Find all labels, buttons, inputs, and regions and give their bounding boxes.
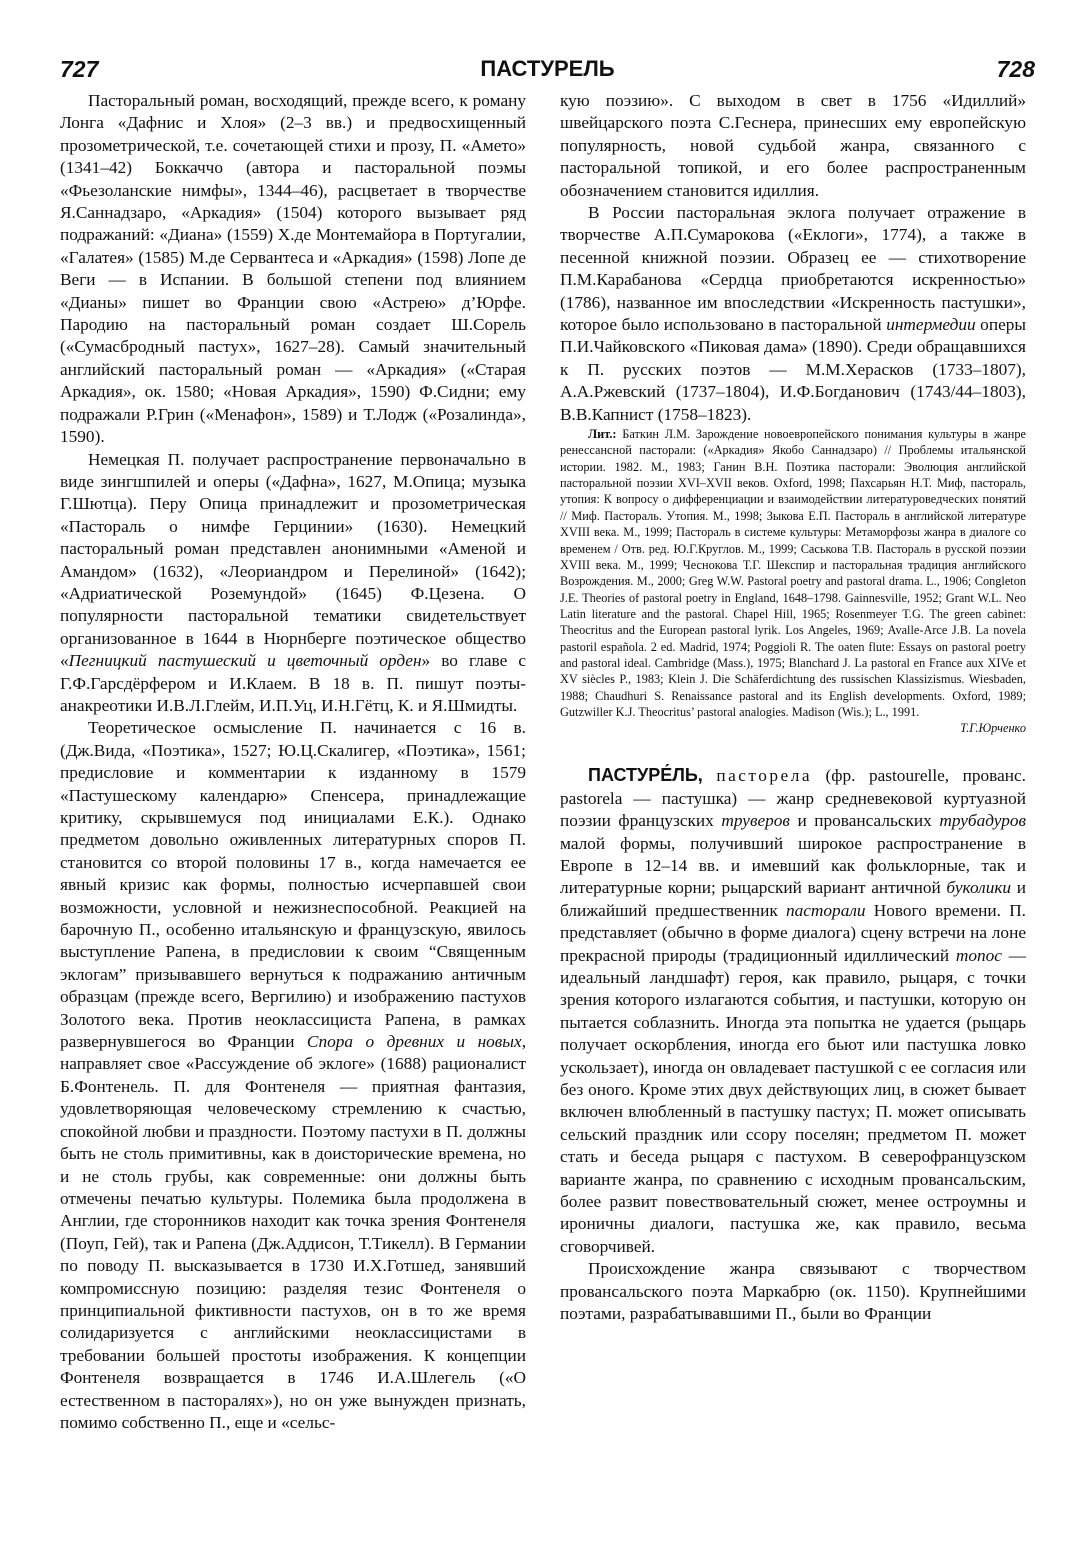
left-column (60, 90, 526, 1434)
paragraph-text: малой формы, получивший широкое распространение в Европе в 12–14 вв. и имевший как фольклорные, так и литературные корни; рыцарский вариант античной (560, 833, 1026, 898)
italic-term: пасторали (785, 900, 866, 920)
entry-variant: пасторела (716, 766, 813, 786)
running-title: ПАСТУРЕЛЬ (480, 56, 615, 81)
right-column (560, 90, 1026, 1325)
italic-term: интермедии (886, 315, 976, 335)
paragraph-russia (560, 202, 1026, 426)
paragraph-text: и провансальских (789, 811, 940, 831)
literature-body: Баткин Л.М. Зарождение новоевропейского понимания культуры в жанре ренессансной пасторали: («Аркадия» Якобо Саннадзаро) // Проблемы итальянской истории. 1982. М., 1983; Ганин В.Н. Поэтика пасторали: Эволюция английской пасторальной поэзии XVI–XVII веков. Oxford, 1998; Пахсарьян Н.Т. Миф, пастораль, утопия: К вопросу о дифференциации и взаимодействии литературоведческих понятий // Миф. Пастораль. Утопия. М., 1998; Зыкова Е.П. Пастораль в английской литературе XVIII века. М., 1999; Пастораль в системе культуры: Метаморфозы жанра в диалоге со временем / Отв. ред. Ю.Г.Круглов. М., 1999; Саськова Т.В. Пастораль в русской поэзии XVIII века. М., 1999; Чеснокова Т.Г. Шекспир и пасторальная традиция английского Возрождения. М., 2000; Greg W.W. Pastoral poetry and pastoral drama. L., 1906; Congleton J.E. Theories of pastoral poetry in England, 1648–1798. Gainnesville, 1952; Grant W.L. Neo Latin literature and the pastoral. Chapel Hill, 1965; Rosenmeyer T.G. The green cabinet: Theocritus and the European pastoral lyrik. Los Angeles, 1969; Avalle-Arce J.B. La novela pastoril española. 2 ed. Madrid, 1974; Poggioli R. The oaten flute: Essays on pastoral poetry and pastoral ideal. Cambridge (Mass.), 1975; Blanchard J. La pastoral en France aux XIVe et XV siècles P., 1983; Klein J. Die Schäferdichtung des russischen Klassizismus. Wiesbaden, 1988; Chaudhuri S. Renaissance pastoral and its English developments. Oxford, 1989; Gutzwiller K.J. Theocritus’ pastoral analogies. Madison (Wis.); L., 1991. (560, 427, 1026, 719)
paragraph-text: Немецкая П. получает распространение первоначально в виде зингшпилей и оперы («Дафна», 1627, М.Опица; музыка Г.Шютца). Перу Опица принадлежит и прозометрическая «Пастораль о нимфе Герцинии» (1630). Немецкий пасторальный роман представлен анонимными «Аменой и Амандом» (1632), «Леориандром и Перелиной» (1642); «Адриатической Роземундой» (1645) Ф.Цезена. О популярности пасторальной тематики свидетельствует организованное в 1644 в Нюрнберге поэтическое общество « (60, 449, 526, 671)
italic-term: труверов (721, 811, 790, 831)
literature-label: Лит.: (588, 427, 617, 442)
paragraph-text: — идеальный ландшафт) героя, как правило, рыцаря, с точки зрения которого излагаются события, и пастушки, которую он пытается соблазнить. Иногда эта попытка не удается (рыцарь получает оскорбления, иногда его бьют или пастушка ловко ускользает), иногда он овладевает пастушкой с ее согласия или без оного. Кроме этих двух действующих лиц, в сюжет бывает включен влюбленный в пастушку пастух; П. может описывать сельский праздник или ссору поселян; предметом П. может стать и беседа рыцаря с пастухом. В северофранцузском варианте жанра, по сравнению с исходным провансальским, более развит повествовательный сюжет, менее остроумны и ироничны диалоги, пастушка же, как правило, весьма сговорчивей. (560, 945, 1026, 1256)
paragraph-text: и ближайший предшественник (560, 878, 1026, 920)
paragraph-text: (фр. pastourelle, прованс. pastorela — пастушка) — жанр средневековой куртуазной поэзии французских (560, 766, 1026, 831)
entry-headword: ПАСТУРЕ́ЛЬ, (588, 765, 703, 786)
paragraph-text: Теоретическое осмысление П. начинается с 16 в. (Дж.Вида, «Поэтика», 1527; Ю.Ц.Скалигер, «Поэтика», 1561; предисловие и комментарии к изданному в 1579 «Пастушескому календарю» Спенсера, принадлежащие критику, скрывшемуся под инициалами Е.К.). Однако предметом довольно оживленных литературных споров П. становится со второй половины 17 в., когда намечается ее явный кризис как формы, полностью исчерпавшей свои возможности, условной и нежизнеспособной. Реакцией на барочную П., особенно итальянскую и французскую, явилось выступление Рапена, в предисловии к своим “Священным эклогам” призывавшего вернуться к подражанию античным образцам (прежде всего, Вергилию) и изображению пастухов Золотого века. Против неоклассициста Рапена, в рамках развернувшегося во Франции (60, 718, 526, 1052)
page-header (60, 56, 1035, 88)
literature-list (560, 426, 1026, 720)
paragraph-german-pastoral (60, 449, 526, 718)
italic-term: буколики (946, 878, 1012, 898)
italic-term: Спора о древних и новых (306, 1032, 522, 1052)
italic-term: Пегницкий пастушеский и цветочный орден (68, 651, 422, 671)
page-number-right: 728 (996, 56, 1035, 82)
article-author: Т.Г.Юрченко (960, 721, 1026, 736)
italic-term: трубадуров (939, 811, 1026, 831)
paragraph-pastoral-novel: Пасторальный роман, восходящий, прежде всего, к роману Лонга «Дафнис и Хлоя» (2–3 вв.) и предвосхищенный прозометрической, т.е. сочетающей стихи и прозу, П. «Амето» (1341–42) Боккаччо (автора и пасторальной поэмы «Фьезоланские нимфы», 1344–46), расцветает в творчестве Я.Саннадзаро, «Аркадия» (1504) которого вызывает ряд подражаний: «Диана» (1559) Х.де Монтемайора в Португалии, «Галатея» (1585) М.де Сервантеса и «Аркадия» (1598) Лопе де Веги — в Испании. В большой степени под влиянием «Дианы» пишет во Франции свою «Астрею» д’Юрфе. Пародию на пасторальный роман создает Ш.Сорель («Сумасбродный пастух», 1627–28). Самый значительный английский пасторальный роман — «Аркадия» («Старая Аркадия», ок. 1580; «Новая Аркадия», 1590) Ф.Сидни; ему подражали Р.Грин («Менафон», 1589) и Т.Лодж («Розалинда», 1590). (60, 91, 526, 447)
paragraph-text: Нового времени. П. представляет (обычно в форме диалога) сцену встречи на лоне прекрасной природы (традиционный идиллический (560, 900, 1026, 965)
page-number-left: 727 (60, 56, 99, 82)
italic-term: топос (955, 945, 1002, 965)
paragraph-text: , направляет свое «Рассуждение об эклоге» (1688) рационалист Б.Фонтенель. П. для Фонтенеля — приятная фантазия, удовлетворяющая человеческому стремлению к счастью, спокойной любви и праздности. Поэтому пастухи в П. должны быть не столь примитивны, как в доисторические времена, но и не столь грубы, как современные: они должны быть отмечены печатью культуры. Полемика была продолжена в Англии, где сторонников находит как точка зрения Фонтенеля (Поуп, Гей), так и Рапена (Дж.Аддисон, Т.Тикелл). В Германии по поводу П. высказывается в 1730 И.Х.Готшед, занявший компромиссную позицию: разделяя тезис Фонтенеля о принципиальной фиктивности пастухов, он в то же время солидаризуется с английскими неоклассицистами в требовании большей простоты изображения. К концепции Фонтенеля возвращается в 1746 И.А.Шлегель («О естественном в пасторалях»), но он уже вынужден признать, помимо собственно П., еще и «сельс- (60, 1032, 527, 1432)
paragraph-text: В России пасторальная эклога получает отражение в творчестве А.П.Сумарокова («Еклоги», 1774), а также в песенной книжной поэзии. Образец ее — стихотворение П.М.Карабанова «Сердца приобретаются искренностью» (1786), названное им впоследствии «Искренность пастушки», которое было использовано в пасторальной (560, 203, 1026, 335)
paragraph-origin: Происхождение жанра связывают с творчеством провансальского поэта Маркабрю (ок. 1150). Крупнейшими поэтами, разрабатывавшими П., были во Франции (560, 1259, 1026, 1324)
paragraph-theory (60, 717, 526, 1434)
paragraph-text: оперы П.И.Чайковского «Пиковая дама» (1890). Среди обращавшихся к П. русских поэтов — М.М.Херасков (1733–1807), А.А.Ржевский (1737–1804), И.Ф.Богданович (1743/44–1803), В.В.Капнист (1758–1823). (560, 315, 1026, 424)
entry-pastourelle (560, 764, 1026, 1258)
paragraph-continuation: кую поэзию». С выходом в свет в 1756 «Идиллий» швейцарского поэта С.Геснера, принесших ему европейскую популярность, новой судьбой жанра, связанного с пасторальной топикой, и его более распространенным обозначением становится идиллия. (560, 91, 1026, 200)
paragraph-text: » во главе с Г.Ф.Гарсдёрфером и И.Клаем. В 18 в. П. пишут поэты-анакреотики И.В.Л.Глейм, И.П.Уц, И.Н.Гётц, К. и Я.Шмидты. (60, 651, 526, 715)
